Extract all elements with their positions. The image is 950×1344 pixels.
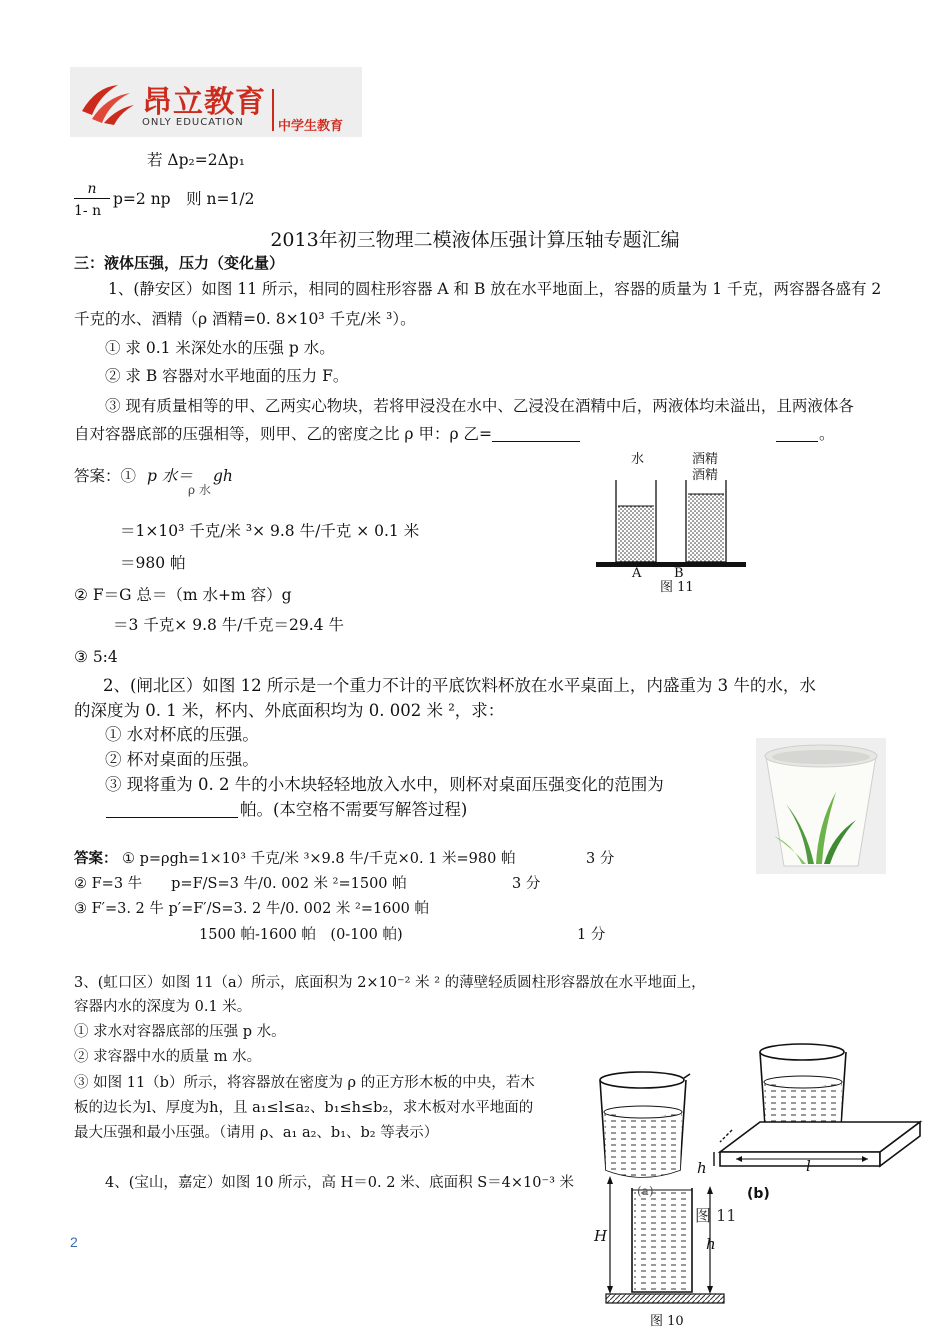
q1-answer-label: 答案：① xyxy=(74,467,137,485)
q2-answer-3: ③ F′=3. 2 牛 p′=F′/S=3. 2 牛/0. 002 米 ²=1600 帕 xyxy=(74,901,430,917)
water-fill xyxy=(618,506,654,562)
q2-answer-label: 答案： xyxy=(74,851,118,867)
logo-swoosh-icon xyxy=(78,81,136,127)
q1-subq-3b: 自对容器底部的压强相等，则甲、乙的密度之比 ρ 甲：ρ 乙= xyxy=(74,425,492,443)
q2-subq-2: ② 杯对桌面的压强。 xyxy=(105,750,259,769)
q1-answer-6: ③ 5:4 xyxy=(74,648,118,666)
page-title: 2013年初三物理二模液体压强计算压轴专题汇编 xyxy=(270,229,680,251)
q3-paragraph-1: 3、(虹口区）如图 11（a）所示，底面积为 2×10⁻² 米 ² 的薄壁轻质圆柱形容器放在水平地面上， xyxy=(74,975,706,991)
q2-answer-4: 1500 帕-1600 帕 (0-100 帕) xyxy=(199,927,403,943)
q2-score-1: 3 分 xyxy=(586,851,615,867)
wooden-board xyxy=(714,1122,920,1166)
q1-answer-1: p 水＝ xyxy=(147,467,193,485)
paper-cup-image xyxy=(756,738,886,874)
q2-paragraph-1: 2、(闸北区）如图 12 所示是一个重力不计的平底饮料杯放在水平桌面上，内盛重为 3 牛的水，水 xyxy=(103,676,816,695)
logo xyxy=(70,67,362,137)
beaker-a xyxy=(600,1072,690,1177)
logo-chinese-name: 昂立教育 xyxy=(142,85,266,120)
q1-answer-5: ＝3 千克× 9.8 牛/千克＝29.4 牛 xyxy=(113,616,344,634)
section-heading: 三：液体压强，压力（变化量） xyxy=(74,254,285,272)
q2-score-2: 3 分 xyxy=(512,876,541,892)
fig11b-h-label: h xyxy=(697,1159,707,1177)
q1-subq-3a: ③ 现有质量相等的甲、乙两实心物块，若将甲浸没在水中、乙浸没在酒精中后，两液体均未溢出，且两液体各 xyxy=(105,397,854,415)
q3-paragraph-2: 容器内水的深度为 0.1 米。 xyxy=(74,999,252,1015)
q1-answer-gh: gh xyxy=(213,467,233,485)
page-number: 2 xyxy=(70,1234,78,1250)
fig10-caption: 图 10 xyxy=(650,1314,684,1329)
fig-b-label: (b) xyxy=(747,1186,770,1202)
q2-answer-2: ② F=3 牛 p=F/S=3 牛/0. 002 米 ²=1500 帕 xyxy=(74,876,407,892)
fig11-alcohol-label-2: 酒精 xyxy=(692,468,719,483)
fraction-bar xyxy=(74,198,110,199)
q2-subq-1: ① 水对杯底的压强。 xyxy=(105,725,259,744)
q1-answer-3: ＝980 帕 xyxy=(120,554,186,572)
fig11-caption: 图 11 xyxy=(660,580,694,595)
q2-score-3: 1 分 xyxy=(577,927,606,943)
q2-answer-blank xyxy=(106,801,238,818)
q1-subq-2: ② 求 B 容器对水平地面的压力 F。 xyxy=(105,367,349,385)
logo-subtitle: 中学生教育 xyxy=(278,119,344,134)
logo-divider xyxy=(272,89,274,131)
fig11b-caption: 图 11 xyxy=(695,1206,737,1225)
q2-answer-1: ① p=ρgh=1×10³ 千克/米 ³×9.8 牛/千克×0. 1 米=980 帕 xyxy=(122,851,516,867)
q1-subq-1: ① 求 0.1 米深处水的压强 p 水。 xyxy=(105,339,335,357)
q1-answer-blank-1 xyxy=(492,425,580,442)
alcohol-fill xyxy=(688,494,724,562)
fig10-h-label: h xyxy=(706,1235,716,1253)
q3-q4-figures xyxy=(590,1040,940,1310)
fig11-water-label: 水 xyxy=(631,452,645,467)
q1-answer-blank-2 xyxy=(776,425,818,442)
fig11-label-a: A xyxy=(632,566,642,581)
q3-subq-3c: 最大压强和最小压强。（请用 ρ、a₁ a₂、b₁、b₂ 等表示） xyxy=(74,1125,439,1141)
fig11-alcohol-label-1: 酒精 xyxy=(692,452,719,467)
fig10-H-label: H xyxy=(594,1227,608,1245)
q1-paragraph-1: 1、(静安区）如图 11 所示，相同的圆柱形容器 A 和 B 放在水平地面上，容器的质量为 1 千克，两容器各盛有 2 xyxy=(108,280,882,298)
q2-paragraph-2: 的深度为 0. 1 米，杯内、外底面积均为 0. 002 米 ²，求： xyxy=(74,701,505,720)
q3-subq-3b: 板的边长为l、厚度为h，且 a₁≤l≤a₂、b₁≤h≤b₂，求木板对水平地面的 xyxy=(74,1100,534,1116)
q4-paragraph-1: 4、(宝山，嘉定）如图 10 所示，高 H＝0. 2 米、底面积 S＝4×10⁻³ 米 xyxy=(105,1175,575,1191)
fraction-numerator: n xyxy=(87,181,97,197)
fig11b-l-label: l xyxy=(806,1157,811,1175)
fig-a-label: (a) xyxy=(637,1184,654,1198)
ground-line xyxy=(596,562,746,567)
q1-answer-rho: ρ 水 xyxy=(188,483,211,497)
q1-period: 。 xyxy=(819,425,835,443)
logo-english-name: ONLY EDUCATION xyxy=(142,117,244,128)
q1-answer-2: ＝1×10³ 千克/米 ³× 9.8 牛/千克 × 0.1 米 xyxy=(120,522,420,540)
formula-line-2: p=2 np 则 n=1/2 xyxy=(113,190,255,208)
formula-line-1: 若 Δp₂=2Δp₁ xyxy=(147,151,245,169)
q1-paragraph-2: 千克的水、酒精（ρ 酒精=0. 8×10³ 千克/米 ³）。 xyxy=(74,310,416,328)
q3-subq-2: ② 求容器中水的质量 m 水。 xyxy=(74,1049,262,1065)
fraction-denominator: 1- n xyxy=(74,203,102,219)
q1-answer-4: ② F＝G 总＝（m 水+m 容）g xyxy=(74,586,292,604)
q2-subq-3: ③ 现将重为 0. 2 牛的小木块轻轻地放入水中，则杯对桌面压强变化的范围为 xyxy=(105,775,664,794)
fig11-label-b: B xyxy=(674,566,684,581)
q3-subq-3a: ③ 如图 11（b）所示，将容器放在密度为 ρ 的正方形木板的中央，若木 xyxy=(74,1075,535,1091)
q2-subq-3b: 帕。(本空格不需要写解答过程) xyxy=(240,800,468,819)
q3-subq-1: ① 求水对容器底部的压强 p 水。 xyxy=(74,1024,286,1040)
